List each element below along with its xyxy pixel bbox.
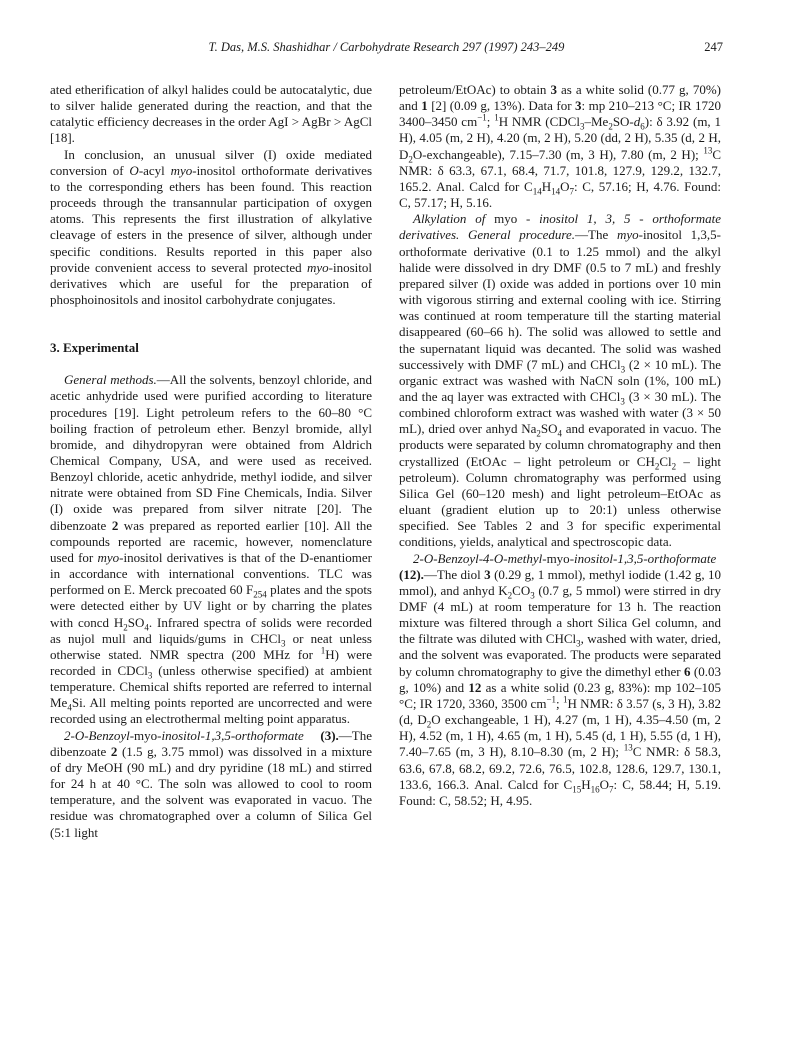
page-number: 247 — [704, 40, 723, 54]
paragraph-compound-3: 2-O-Benzoyl-myo-inositol-1,3,5-orthoformate (3).—The dibenzoate 2 (1.5 g, 3.75 mmol) was dissolved in a mixture of dry MeOH (90 mL) and dry pyridine (18 mL) and stirred for 24 h at 40 °C. The soln was allowed to cool to room temperature, and the solvent was evaporated in vacuo. The residue was chromatographed over a column of Silica Gel (5:1 light — [50, 727, 372, 840]
right-column — [399, 82, 721, 809]
paragraph-conclusion: In conclusion, an unusual silver (I) oxide mediated conversion of O-acyl myo-inositol orthoformate derivatives to the corresponding ethers has been found. This reaction proceeds through the transannular participation of oxygen atoms. This represents the first illustration of alkylative cleavage of esters in the presence of silver, although under specific conditions. Results reported in this paper also provide convenient access to several protected myo-inositol derivatives which are useful for the preparation of phosphoinositols and inositol carbohydrate conjugates. — [50, 146, 373, 308]
paragraph-alkylation-procedure: Alkylation of myo - inositol 1, 3, 5 - orthoformate derivatives. General procedure.—The myo-inositol 1,3,5-orthoformate derivative (0.1 to 1.25 mmol) and the alkyl halide were dissolved in dry DMF (0.5 to 7 mL) and freshly prepared silver (I) oxide was added in portions over 10 min with vigorous stirring and external cooling with ice. Stirring was continued at room temperature till the starting material disappeared (60–66 h). The solid was allowed to settle and the supernatant liquid was decanted. The solid was washed successively with DMF (7 mL) and CHCl$_3$ (2 × 10 mL). The organic extract was washed with NaCN soln (1%, 100 mL) and the aq layer was extracted with CHCl$_3$ (3 × 30 mL). The combined chloroform extract was washed with water (3 × 50 mL), dried over anhyd $Na_2SO_4$ and evaporated in vacuo. The products were separated by column chromatography and then crystallized (EtOAc – light petroleum or $CH_2Cl_2$ – light petroleum). Column chromatography was performed using Silica Gel (60–120 mesh) and light petroleum–EtOAc as eluant (gradient elution up to 20:1) unless otherwise specified. See Tables 2 and 3 for specific experimental conditions, yields, analytical and spectroscopic data. — [399, 211, 721, 550]
paragraph-compound-3-data: petroleum/EtOAc) to obtain 3 as a white solid (0.77 g, 70%) and 1 [2] (0.09 g, 13%). Data for 3: mp 210–213 °C; IR 1720 3400–3450 $cm^{-1}$; $^1$H NMR $(CDCl_3-Me_2SO-d_6)$: δ 3.92 (m, 1 H), 4.05 (m, 2 H), 4.20 (m, 2 H), 5.20 (dd, 2 H), 5.35 (d, 2 H, $D_2O-exchangeable$), 7.15–7.30 (m, 3 H), 7.80 (m, 2 H); $^{13}$C NMR: δ 63.3, 67.1, 68.4, 71.7, 101.8, 127.9, 129.2, 132.7, 165.2. Anal. Calcd for $C_{14}H_{14}O_7$: C, 57.16; H, 4.76. Found: C, 57.17; H, 5.16. — [399, 82, 722, 211]
left-column — [50, 82, 372, 841]
paragraph-compound-12: 2-O-Benzoyl-4-O-methyl-myo-inositol-1,3,5-orthoformate (12).—The diol 3 (0.29 g, 1 mmol), methyl iodide (1.42 g, 10 mmol), and anhyd $K_2CO_3$ (0.7 g, 5 mmol) were stirred in dry DMF (4 mL) at room temperature for 13 h. The reaction mixture was filtered through a short Silica Gel column, and the filtrate was diluted with CHCl$_3$, washed with water, dried, and the solvent was evaporated. The products were separated by column chromatography to give the dimethyl ether 6 (0.03 g, 10%) and 12 as a white solid (0.23 g, 83%): mp 102–105 °C; IR 1720, 3360, 3500 $cm^{-1}$; $^1$H NMR: δ 3.57 (s, 3 H), 3.82 (d, $D_2O$ exchangeable, 1 H), 4.27 (m, 1 H), 4.35–4.50 (m, 2 H), 4.52 (m, 1 H), 4.65 (m, 1 H), 5.45 (d, 1 H), 5.55 (d, 1 H), 7.40–7.65 (m, 3 H), 8.10–8.30 (m, 2 H); $^{13}$C NMR: δ 58.3, 63.6, 67.8, 68.2, 69.2, 72.6, 76.5, 102.8, 128.6, 129.7, 130.1, 133.6, 166.3. Anal. Calcd for $C_{15}H_{16}O_7$: C, 58.44; H, 5.19. Found: C, 58.52; H, 4.95. — [399, 550, 722, 808]
running-head — [50, 40, 723, 60]
running-title: T. Das, M.S. Shashidhar / Carbohydrate Research 297 (1997) 243–249 — [208, 40, 565, 54]
paragraph-general-methods: General methods.—All the solvents, benzoyl chloride, and acetic anhydride used were purified according to literature procedures [19]. Light petroleum refers to the 60–80 °C boiling fraction of petroleum ether. Benzyl bromide, allyl bromide, and dihydropyran were obtained from Aldrich Chemical Company, USA, and were used as received. Benzoyl chloride, acetic anhydride, methyl iodide, and silver nitrate were obtained from SD Fine Chemicals, India. Silver (I) oxide was prepared from silver nitrate [20]. The dibenzoate 2 was prepared as reported earlier [10]. All the compounds reported are racemic, however, nomenclature used for myo-inositol derivatives is that of the D-enantiomer in accordance with international conventions. TLC was performed on E. Merck precoated 60 $F_{254}$ plates and the spots were detected either by UV light or by charring the plates with concd $H_2SO_4$. Infrared spectra of solids were recorded as nujol mull and liquids/gums in CHCl$_3$ or neat unless otherwise stated. NMR spectra (200 MHz for $^1$H) were recorded in CDCl$_3$ (unless otherwise specified) at ambient temperature. Chemical shifts reported are referred to internal $Me_4Si$. All melting points reported are uncorrected and were recorded using an electrothermal melting point apparatus. — [50, 372, 372, 727]
paragraph-autocatalytic: ated etherification of alkyl halides could be autocatalytic, due to silver halide generated during the reaction, and that the catalytic efficiency decreases in the order AgI > AgBr > AgCl [18]. — [50, 82, 372, 146]
section-heading-experimental: 3. Experimental — [50, 340, 139, 356]
